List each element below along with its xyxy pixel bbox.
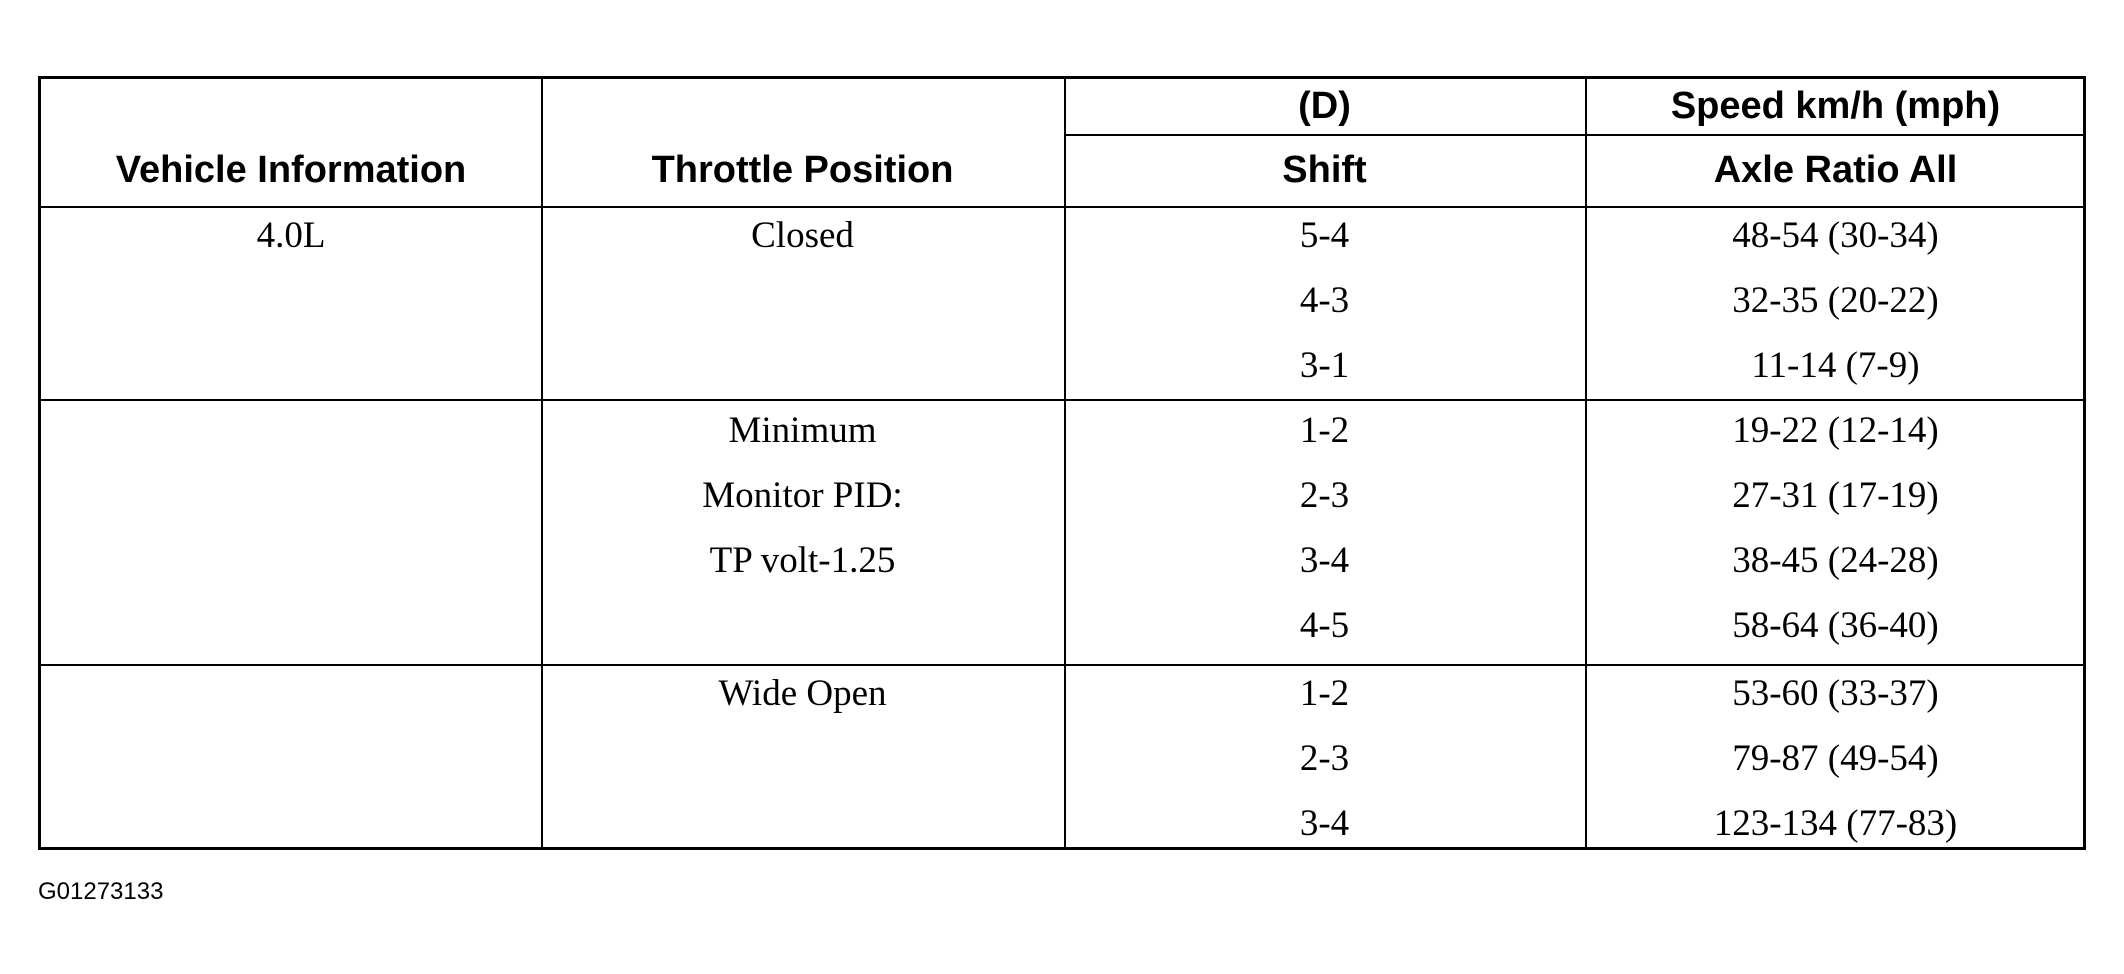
speed-cell: 58-64 (36-40) [1732, 605, 1939, 646]
group-divider [41, 664, 2086, 666]
header-shift: Shift [1282, 149, 1367, 191]
throttle-cell: Monitor PID: [702, 475, 903, 516]
throttle-cell: TP volt-1.25 [709, 540, 896, 581]
speed-cell: 79-87 (49-54) [1732, 738, 1939, 779]
shift-cell: 2-3 [1299, 475, 1350, 516]
column-divider [541, 79, 543, 847]
header-axle-ratio: Axle Ratio All [1713, 149, 1958, 191]
shift-cell: 1-2 [1299, 410, 1350, 451]
speed-cell: 11-14 (7-9) [1751, 345, 1920, 386]
shift-speed-table [38, 76, 2086, 850]
speed-cell: 19-22 (12-14) [1732, 410, 1939, 451]
shift-cell: 4-3 [1299, 280, 1350, 321]
throttle-cell: Minimum [728, 410, 877, 451]
shift-cell: 3-4 [1299, 803, 1350, 844]
shift-cell: 2-3 [1299, 738, 1350, 779]
speed-cell: 53-60 (33-37) [1732, 673, 1939, 714]
header-vehicle-information: Vehicle Information [115, 149, 467, 191]
speed-cell: 48-54 (30-34) [1732, 215, 1939, 256]
header-divider [41, 206, 2086, 208]
speed-cell: 38-45 (24-28) [1732, 540, 1939, 581]
shift-cell: 1-2 [1299, 673, 1350, 714]
column-divider [1585, 79, 1587, 847]
header-speed: Speed km/h (mph) [1670, 85, 2001, 127]
shift-cell: 3-4 [1299, 540, 1350, 581]
speed-cell: 27-31 (17-19) [1732, 475, 1939, 516]
vehicle-cell: 4.0L [256, 215, 326, 256]
header-gear-d: (D) [1298, 85, 1351, 127]
shift-cell: 3-1 [1299, 345, 1350, 386]
header-throttle-position: Throttle Position [651, 149, 954, 191]
figure-id-caption: G01273133 [38, 878, 164, 905]
speed-cell: 32-35 (20-22) [1732, 280, 1939, 321]
shift-cell: 4-5 [1299, 605, 1350, 646]
throttle-cell: Wide Open [718, 673, 887, 714]
speed-cell: 123-134 (77-83) [1713, 803, 1958, 844]
column-divider [1064, 79, 1066, 847]
shift-cell: 5-4 [1299, 215, 1350, 256]
header-subdivider [1064, 134, 2086, 136]
group-divider [41, 399, 2086, 401]
throttle-cell: Closed [751, 215, 854, 256]
